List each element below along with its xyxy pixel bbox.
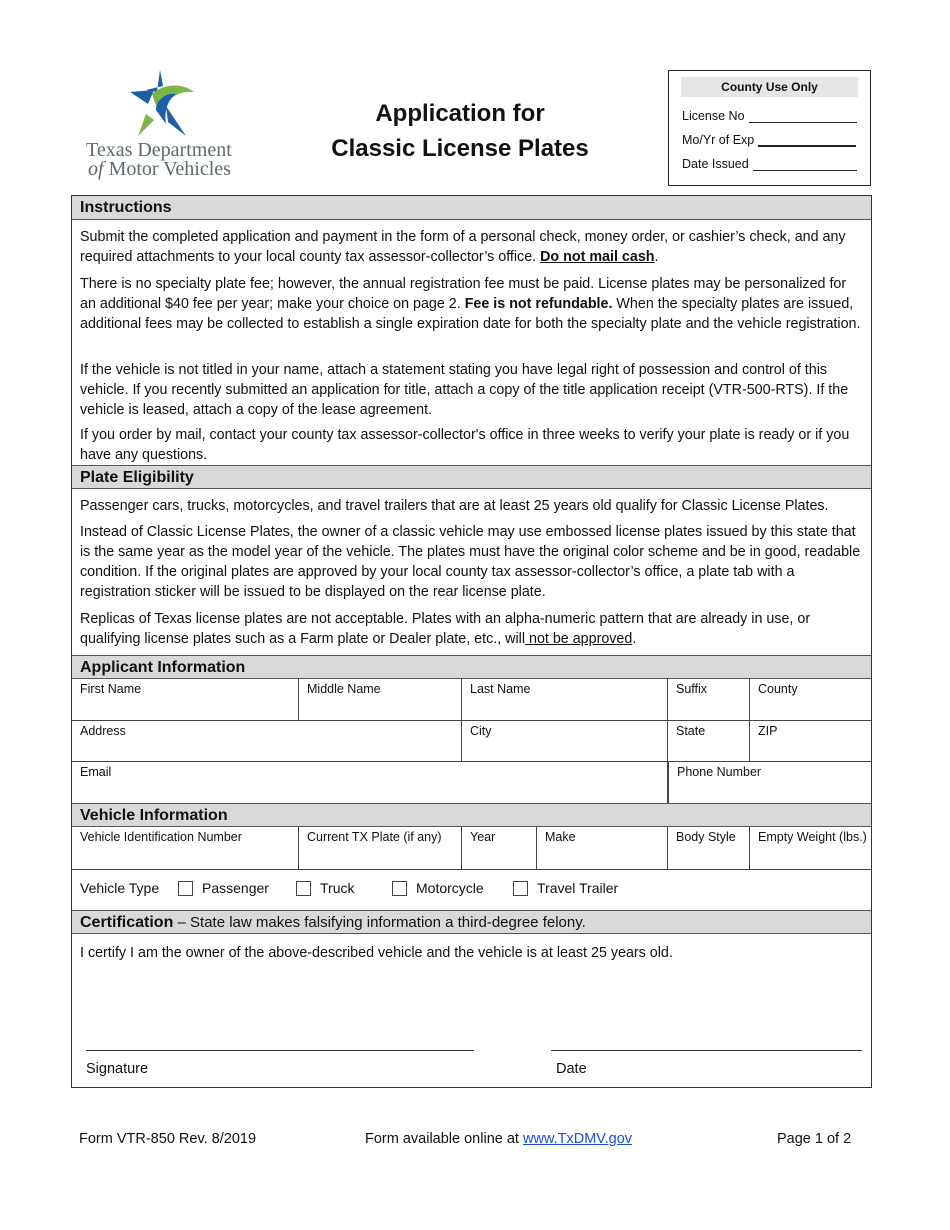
eligibility-paragraph-1: Passenger cars, trucks, motorcycles, and travel trailers that are at least 25 years old qualify for Classic License Plates. [80, 498, 829, 514]
middle-name-field[interactable]: Middle Name [299, 679, 462, 721]
vehicle-type-motorcycle[interactable]: Motorcycle [392, 880, 484, 896]
make-field[interactable]: Make [537, 827, 668, 870]
county-field[interactable]: County [750, 679, 871, 721]
checkbox-passenger[interactable] [178, 881, 193, 896]
applicant-heading: Applicant Information [72, 655, 871, 679]
logo-text-line1: Texas Department [86, 139, 232, 161]
instructions-paragraph-1: Submit the completed application and payment in the form of a personal check, money order, or cashier’s check, and any required attachments to your local county tax assessor-collector’s office. Do not mail cash. [80, 229, 846, 265]
logo-text-line2: of Motor Vehicles [88, 158, 231, 180]
zip-field[interactable]: ZIP [750, 721, 871, 762]
vehicle-type-label: Vehicle Type [80, 880, 160, 896]
last-name-field[interactable]: Last Name [462, 679, 668, 721]
star-logo-icon [126, 70, 196, 142]
certification-heading: Certification – State law makes falsifying information a third-degree felony. [72, 910, 871, 934]
eligibility-heading: Plate Eligibility [72, 465, 871, 489]
county-use-heading: County Use Only [681, 77, 858, 97]
date-line[interactable] [551, 1050, 862, 1051]
city-field[interactable]: City [462, 721, 668, 762]
mo-yr-exp-field[interactable]: Mo/Yr of Exp [682, 133, 856, 147]
page-number: Page 1 of 2 [777, 1131, 852, 1147]
instructions-paragraph-3: If the vehicle is not titled in your name, attach a statement stating you have legal right of possession and control of this vehicle. If you recently submitted an application for title, attach a copy of the title application receipt (VTR-500-RTS). If the vehicle is leased, attach a copy of the lease agreement. [80, 362, 849, 418]
address-field[interactable]: Address [72, 721, 462, 762]
phone-field[interactable]: Phone Number [668, 762, 871, 803]
date-issued-field[interactable]: Date Issued [682, 157, 857, 171]
instructions-paragraph-2: There is no specialty plate fee; however, the annual registration fee must be paid. License plates may be personalized for an additional $40 fee per year; make your choice on page 2. Fee is not refundable. When the specialty plates are issued, additional fees may be collected to establish a single expiration date for both the specialty plate and the vehicle registration. [80, 276, 861, 332]
county-use-box [668, 70, 871, 186]
form-id: Form VTR-850 Rev. 8/2019 [79, 1131, 257, 1147]
eligibility-paragraph-3: Replicas of Texas license plates are not acceptable. Plates with an alpha-numeric pattern that are already in use, or qualifying license plates such as a Farm plate or Dealer plate, etc., will not be approved. [80, 611, 811, 647]
certification-statement: I certify I am the owner of the above-described vehicle and the vehicle is at least 25 years old. [80, 945, 673, 961]
application-form [71, 195, 872, 1088]
vehicle-type-passenger[interactable]: Passenger [178, 880, 269, 896]
checkbox-motorcycle[interactable] [392, 881, 407, 896]
checkbox-truck[interactable] [296, 881, 311, 896]
vin-field[interactable]: Vehicle Identification Number [72, 827, 299, 870]
instructions-paragraph-4: If you order by mail, contact your county tax assessor-collector's office in three weeks to verify your plate is ready or if you have any questions. [80, 427, 850, 463]
empty-weight-field[interactable]: Empty Weight (lbs.) [750, 827, 871, 870]
year-field[interactable]: Year [462, 827, 537, 870]
current-plate-field[interactable]: Current TX Plate (if any) [299, 827, 462, 870]
license-no-field[interactable]: License No [682, 109, 857, 123]
txdmv-logo [84, 70, 254, 180]
email-field[interactable]: Email [72, 762, 668, 803]
body-style-field[interactable]: Body Style [668, 827, 750, 870]
vehicle-heading: Vehicle Information [72, 803, 871, 827]
eligibility-paragraph-2: Instead of Classic License Plates, the owner of a classic vehicle may use embossed license plates issued by this state that is the same year as the model year of the vehicle. The plates must have the original color scheme and be in good, readable condition. If the original plates are approved by your local county tax assessor-collector’s office, a plate tab with a registration sticker will be issued to be displayed on the rear license plate. [80, 524, 861, 600]
suffix-field[interactable]: Suffix [668, 679, 750, 721]
online-notice: Form available online at www.TxDMV.gov [365, 1131, 633, 1147]
signature-label: Signature [86, 1061, 149, 1077]
page-title: Application for Classic License Plates [331, 100, 589, 162]
signature-line[interactable] [86, 1050, 474, 1051]
instructions-heading: Instructions [72, 196, 871, 220]
state-field[interactable]: State [668, 721, 750, 762]
txdmv-link[interactable]: www.TxDMV.gov [522, 1131, 633, 1147]
checkbox-travel-trailer[interactable] [513, 881, 528, 896]
first-name-field[interactable]: First Name [72, 679, 299, 721]
vehicle-type-travel-trailer[interactable]: Travel Trailer [513, 880, 618, 896]
date-label: Date [556, 1061, 587, 1077]
vehicle-type-truck[interactable]: Truck [296, 880, 354, 896]
